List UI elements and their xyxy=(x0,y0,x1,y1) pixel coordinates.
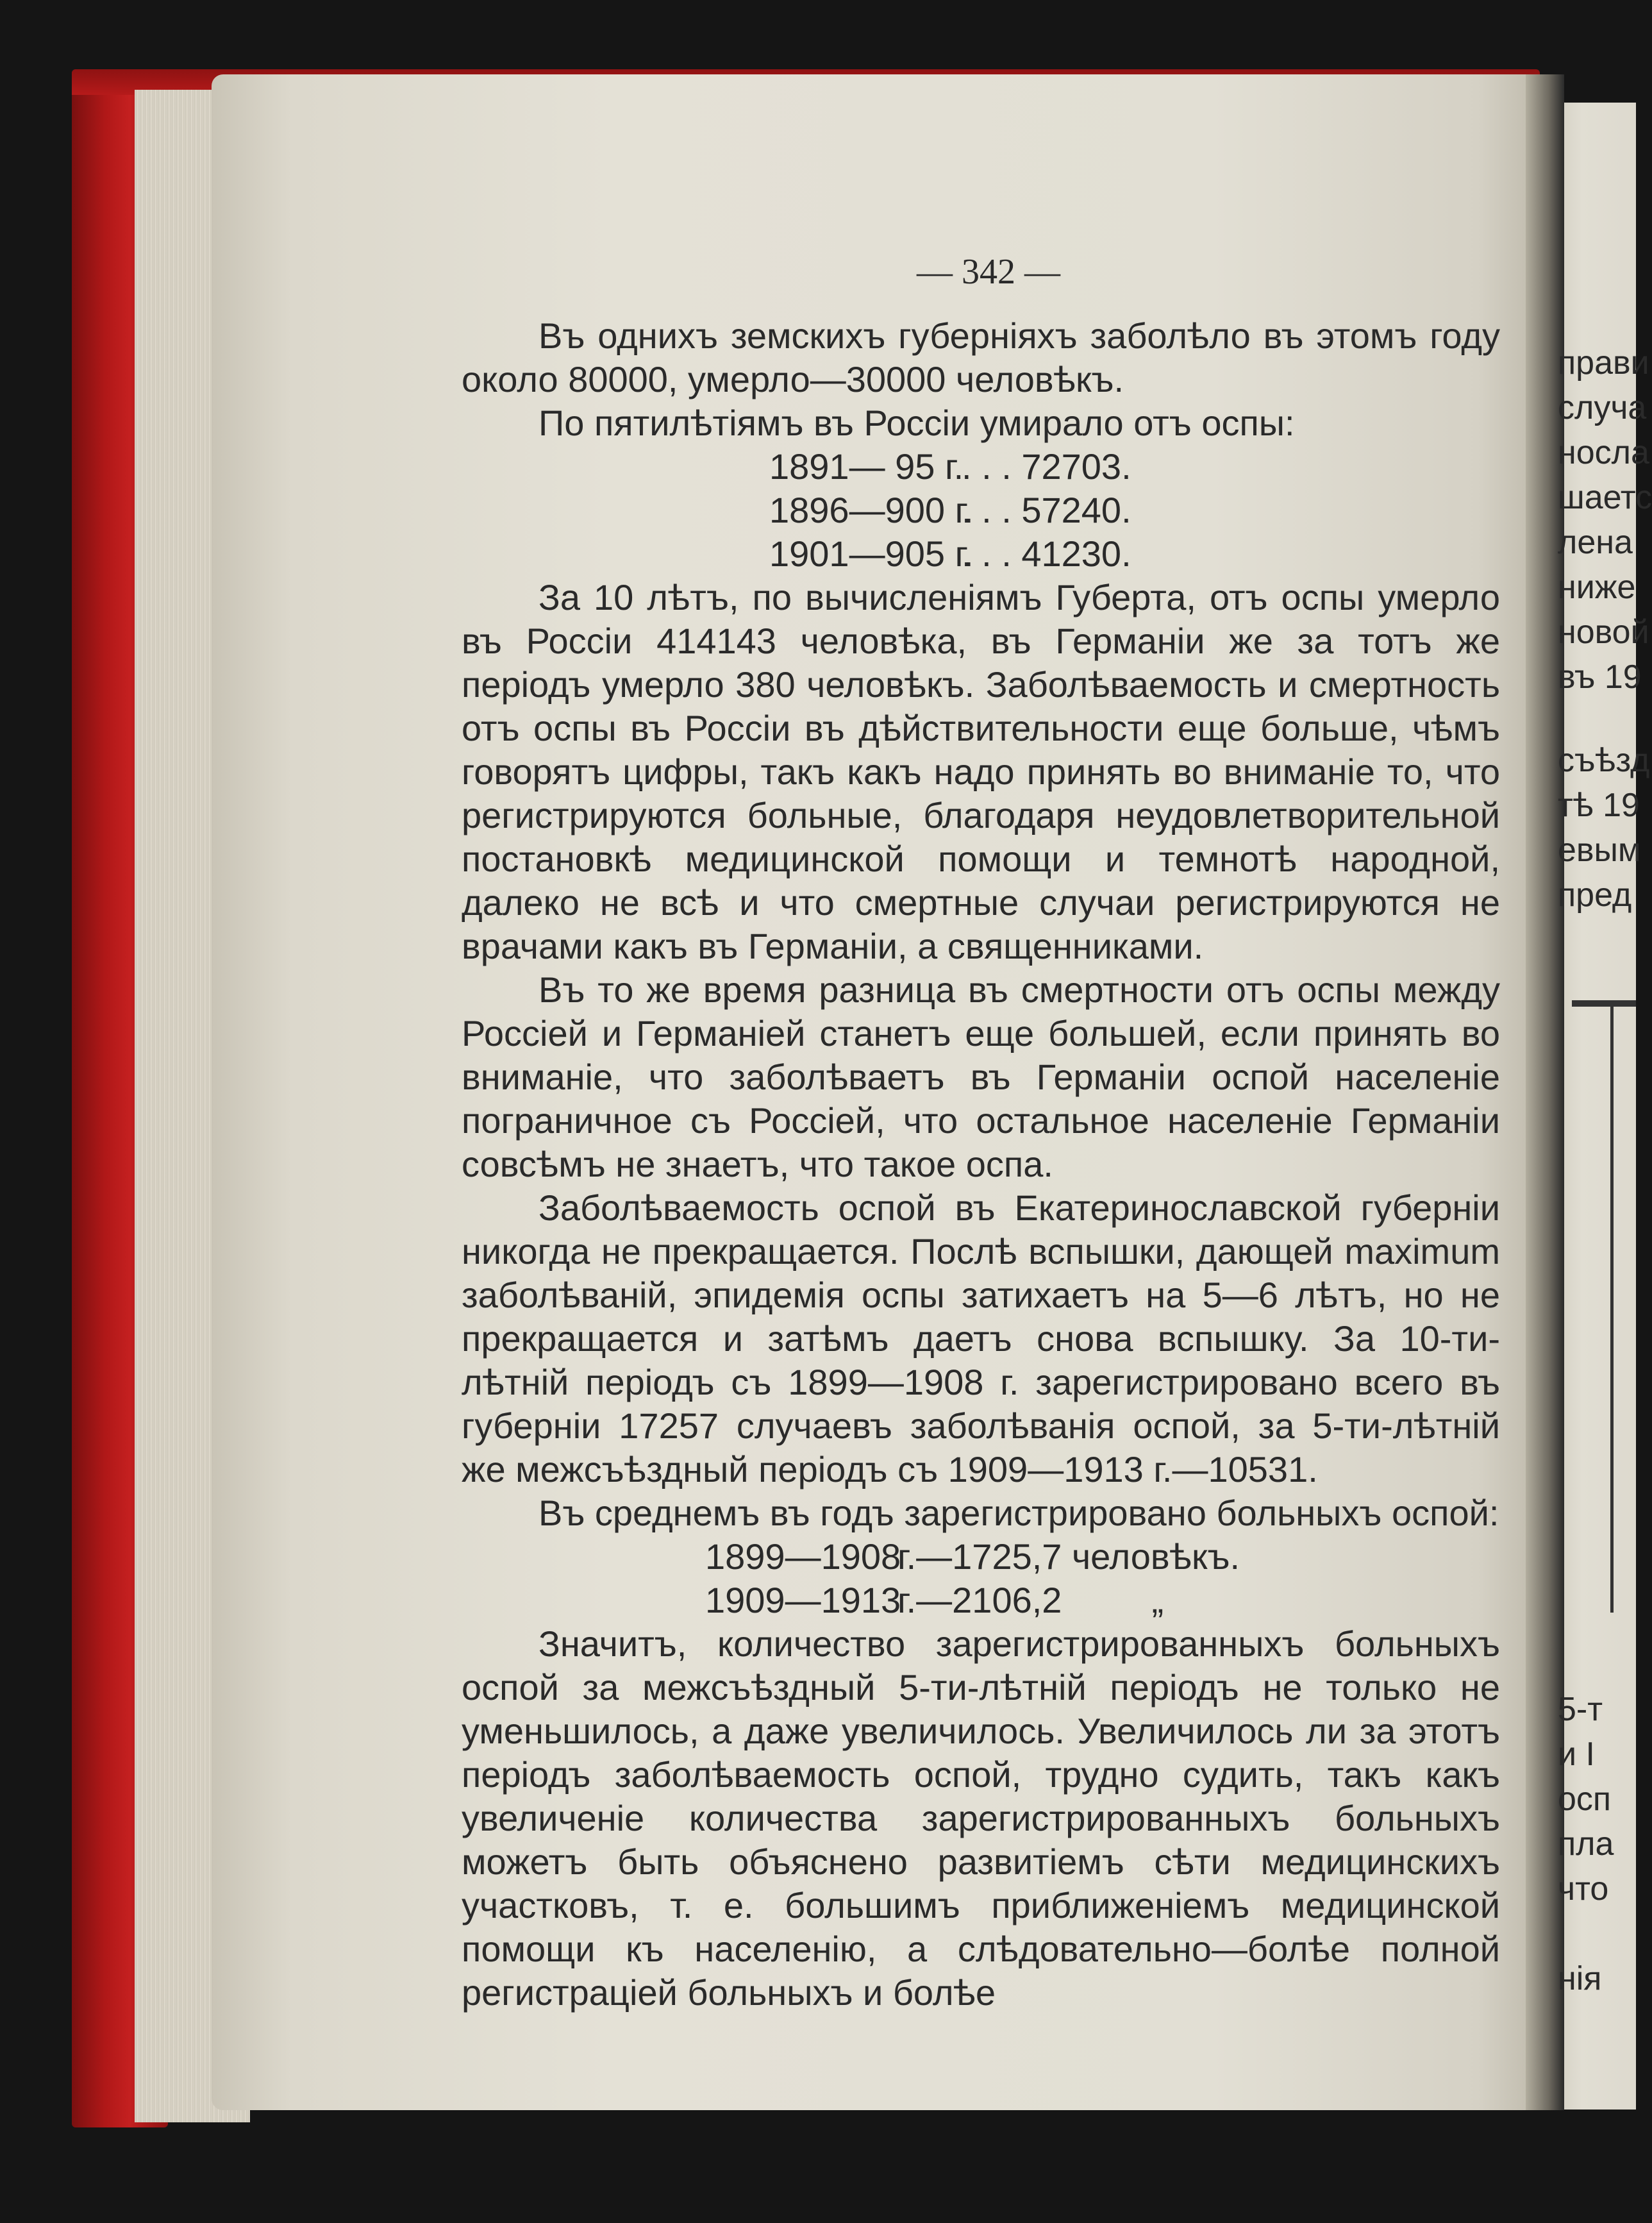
table-value: . . . 72703. xyxy=(962,446,1131,487)
table-years: 1891— 95 г. xyxy=(769,446,964,487)
facing-text: новой xyxy=(1558,614,1649,651)
paragraph: Въ однихъ земскихъ губерніяхъ заболѣло въ этомъ году около 80000, умерло—30000 человѣкъ. xyxy=(462,315,1500,399)
table-row xyxy=(462,1535,1500,1579)
table-value: г.—2106,2 „ xyxy=(897,1580,1164,1620)
facing-text: въ 19 xyxy=(1558,659,1642,696)
table-value: . . . 57240. xyxy=(962,490,1131,530)
paragraph: Заболѣваемость оспой въ Екатеринославской губерніи никогда не прекращается. Послѣ вспышки, дающей maximum заболѣваній, эпидемія оспы затихаетъ на 5—6 лѣтъ, но не прекращается и затѣмъ даетъ снова вспышку. За 10-ти-лѣтній періодъ съ 1899—1908 г. зарегистрировано всего въ губерніи 17257 случаевъ заболѣванія оспой, за 5-ти-лѣтній же межсъѣздный періодъ съ 1909—1913 г.—10531. xyxy=(462,1187,1500,1489)
facing-rule xyxy=(1610,1003,1614,1613)
facing-text: шаетс xyxy=(1558,479,1652,516)
facing-text: евым xyxy=(1558,832,1641,869)
table-years: 1909—1913 xyxy=(705,1580,901,1620)
facing-text: что xyxy=(1558,1870,1609,1908)
facing-text: тѣ 19 xyxy=(1558,787,1640,824)
facing-text: осп xyxy=(1558,1781,1612,1818)
facing-rule xyxy=(1572,1000,1636,1007)
facing-text: случа xyxy=(1558,389,1647,426)
table-years: 1899—1908 xyxy=(705,1536,901,1577)
facing-text: съѣзд xyxy=(1558,742,1650,779)
facing-text: ниже xyxy=(1558,569,1636,606)
paragraph: По пятилѣтіямъ въ Россіи умирало отъ оспы: xyxy=(538,403,1295,443)
facing-text: нія xyxy=(1558,1960,1602,1997)
table-row xyxy=(462,489,1500,532)
table-years: 1896—900 г. xyxy=(769,490,974,530)
facing-text: носла xyxy=(1558,434,1649,471)
table-years: 1901—905 г. xyxy=(769,533,974,574)
facing-text: и I xyxy=(1558,1736,1595,1773)
table-row xyxy=(462,1579,1500,1622)
paragraph: Значитъ, количество зарегистрированныхъ больныхъ оспой за межсъѣздный 5-ти-лѣтній періодъ не только не уменьшилось, а даже увеличилось. Увеличилось ли за этотъ періодъ заболѣваемость оспой, трудно судить, такъ какъ увеличеніе количества зарегистрированныхъ больныхъ можетъ быть объяснено развитіемъ сѣти медицинскихъ участковъ, т. е. большимъ приближеніемъ медицинской помощи къ населенію, а слѣдовательно—болѣе полной регистраціей больныхъ и болѣе xyxy=(462,1623,1500,2013)
paragraph: За 10 лѣтъ, по вычисленіямъ Губерта, отъ оспы умерло въ Россіи 414143 человѣка, въ Германіи же за тотъ же періодъ умерло 380 человѣкъ. Заболѣваемость и смертность отъ оспы въ Россіи въ дѣйствительности еще больше, чѣмъ говорятъ цифры, такъ какъ надо принять во вниманіе то, что регистрируются больные, благодаря неудовлетворительной постановкѣ медицинской помощи и темнотѣ народной, далеко не всѣ и что смертные случаи регистрируются не врачами какъ въ Германіи, а священниками. xyxy=(462,577,1500,966)
table-value: г.—1725,7 человѣкъ. xyxy=(897,1536,1240,1577)
table-row xyxy=(462,532,1500,576)
table-value: . . . 41230. xyxy=(962,533,1131,574)
average-table xyxy=(462,1535,1500,1622)
paragraph: Въ среднемъ въ годъ зарегистрировано больныхъ оспой: xyxy=(538,1493,1499,1533)
facing-text: пред xyxy=(1558,877,1632,914)
facing-text: прави xyxy=(1558,344,1649,382)
table-row xyxy=(462,445,1500,489)
facing-text: 5-т xyxy=(1558,1691,1603,1728)
facing-text: пла xyxy=(1558,1825,1614,1863)
page-body xyxy=(462,244,1500,2015)
mortality-table xyxy=(462,445,1500,576)
page-number: — 342 — xyxy=(917,252,1060,292)
facing-text: лена xyxy=(1558,524,1633,561)
paragraph: Въ то же время разница въ смертности отъ оспы между Россіей и Германіей станетъ еще большей, если принять во вниманіе, что заболѣваетъ въ Германіи оспой населеніе пограничное съ Россіей, что остальное населеніе Германіи совсѣмъ не знаетъ, что такое оспа. xyxy=(462,969,1500,1184)
